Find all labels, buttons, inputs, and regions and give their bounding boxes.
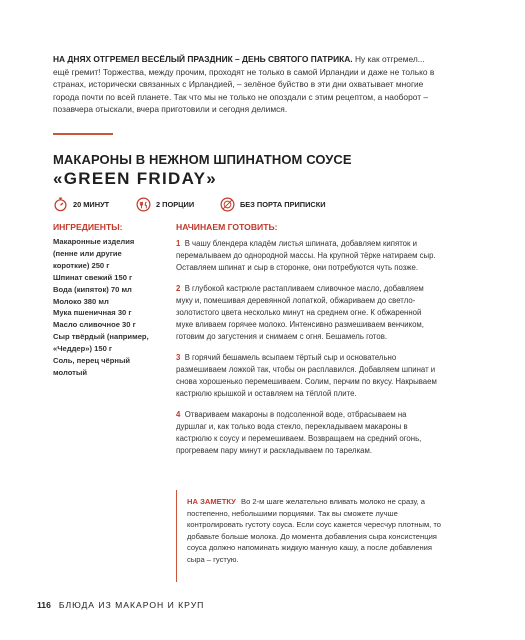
note-box <box>176 490 447 582</box>
timer-icon <box>53 197 68 212</box>
steps-list <box>176 238 438 466</box>
ingredient-line: Вода (кипяток) 70 мл <box>53 284 132 294</box>
recipe-title: МАКАРОНЫ В НЕЖНОМ ШПИНАТНОМ СОУСЕ <box>53 152 352 167</box>
meta-port <box>220 196 326 212</box>
intro-lead: НА ДНЯХ ОТГРЕМЕЛ ВЕСЁЛЫЙ ПРАЗДНИК – ДЕНЬ СВЯТОГО ПАТРИКА. <box>53 54 353 64</box>
step-1 <box>176 238 438 274</box>
intro-text: Ну как отгремел... ещё гремит! Торжества, между прочим, проходят не только в самой Ирландии и даже не только в странах, исторически связанных с Ирландией, – зелёное буйство в эти дни охватывает многие города почти по всей планете. Так что мы не только не опоздали с этим рецептом, а наоборот – позавчера отыскали, вчера приготовили и сегодня делимся. <box>53 54 435 115</box>
meta-time <box>53 196 109 212</box>
ingredient-line: Мука пшеничная 30 г <box>53 308 132 318</box>
step-number: 4 <box>176 409 181 419</box>
meta-servings <box>136 196 194 212</box>
servings-icon <box>136 197 151 212</box>
note-label: НА ЗАМЕТКУ <box>187 497 236 506</box>
meta-time-label: 20 МИНУТ <box>73 199 110 209</box>
step-number: 2 <box>176 283 181 293</box>
page-number: 116 <box>37 600 51 610</box>
step-text: В глубокой кастрюле растапливаем сливочное масло, добавляем муку и, помешивая деревянной лопаткой, обжариваем до светло-золотистого цвета несколько минут на среднем огне. К обжаренной муке вливаем горячее молоко. Интенсивно размешиваем венчиком, готовим до загустения и снимаем с огня. Бешамель готов. <box>176 283 424 342</box>
ingredient-line: молотый <box>53 367 88 377</box>
recipe-subtitle: «GREEN FRIDAY» <box>53 169 218 188</box>
ingredient-line: Молоко 380 мл <box>53 296 109 306</box>
ingredient-line: Сыр твёрдый (например, <box>53 332 149 342</box>
ingredient-line: (пенне или другие <box>53 248 122 258</box>
intro-paragraph <box>53 53 443 116</box>
ingredient-line: короткие) 250 г <box>53 260 110 270</box>
step-4 <box>176 409 438 457</box>
ingredients-heading: ИНГРЕДИЕНТЫ: <box>53 222 123 232</box>
step-3 <box>176 352 438 400</box>
page-footer <box>37 600 204 610</box>
ingredient-line: Макаронные изделия <box>53 237 135 246</box>
step-number: 1 <box>176 239 181 248</box>
plate-icon <box>220 197 235 212</box>
meta-port-label: БЕЗ ПОРТА ПРИПИСКИ <box>240 199 326 209</box>
section-title: БЛЮДА ИЗ МАКАРОН И КРУП <box>58 600 205 610</box>
step-number: 3 <box>176 352 181 362</box>
ingredients-list <box>53 236 171 379</box>
ingredient-line: Шпинат свежий 150 г <box>53 272 133 282</box>
ingredient-line: Масло сливочное 30 г <box>53 320 136 330</box>
steps-heading: НАЧИНАЕМ ГОТОВИТЬ: <box>176 222 278 232</box>
ingredient-line: Соль, перец чёрный <box>53 356 131 366</box>
divider-line <box>53 133 113 135</box>
meta-servings-label: 2 ПОРЦИИ <box>156 199 195 209</box>
ingredient-line: «Чеддер») 150 г <box>53 344 113 354</box>
step-text: В горячий бешамель всыпаем тёртый сыр и основательно размешиваем ложкой так, чтобы он расплавился. Добавляем шпинат и снова хорошенько перемешиваем. Солим, перчим по вкусу. Накрываем кастрюлю крышкой и оставляем на тёплой плите. <box>176 352 437 399</box>
note-text: Во 2-м шаге желательно вливать молоко не сразу, а постепенно, небольшими порциями. Так вы сможете лучше контролировать густоту соуса. Если соус кажется чересчур плотным, то добавьте больше молока. До момента добавления сыра консистенция соуса должно напоминать жидкую манную кашу, а после добавления сыра – густую. <box>187 497 442 564</box>
step-text: В чашу блендера кладём листья шпината, добавляем кипяток и перемалываем до однородной массы. На крупной тёрке натираем сыр. Оставляем шпинат и сыр в сторонке, они потребуются чуть позже. <box>176 239 436 273</box>
step-text: Отвариваем макароны в подсоленной воде, отбрасываем на дуршлаг и, как только вода стекло, перекладываем макароны в кастрюлю к соусу и перемешиваем. Возвращаем на средний огонь, прогреваем пару минут и раскладываем по тарелкам. <box>176 409 422 455</box>
step-2 <box>176 283 438 343</box>
